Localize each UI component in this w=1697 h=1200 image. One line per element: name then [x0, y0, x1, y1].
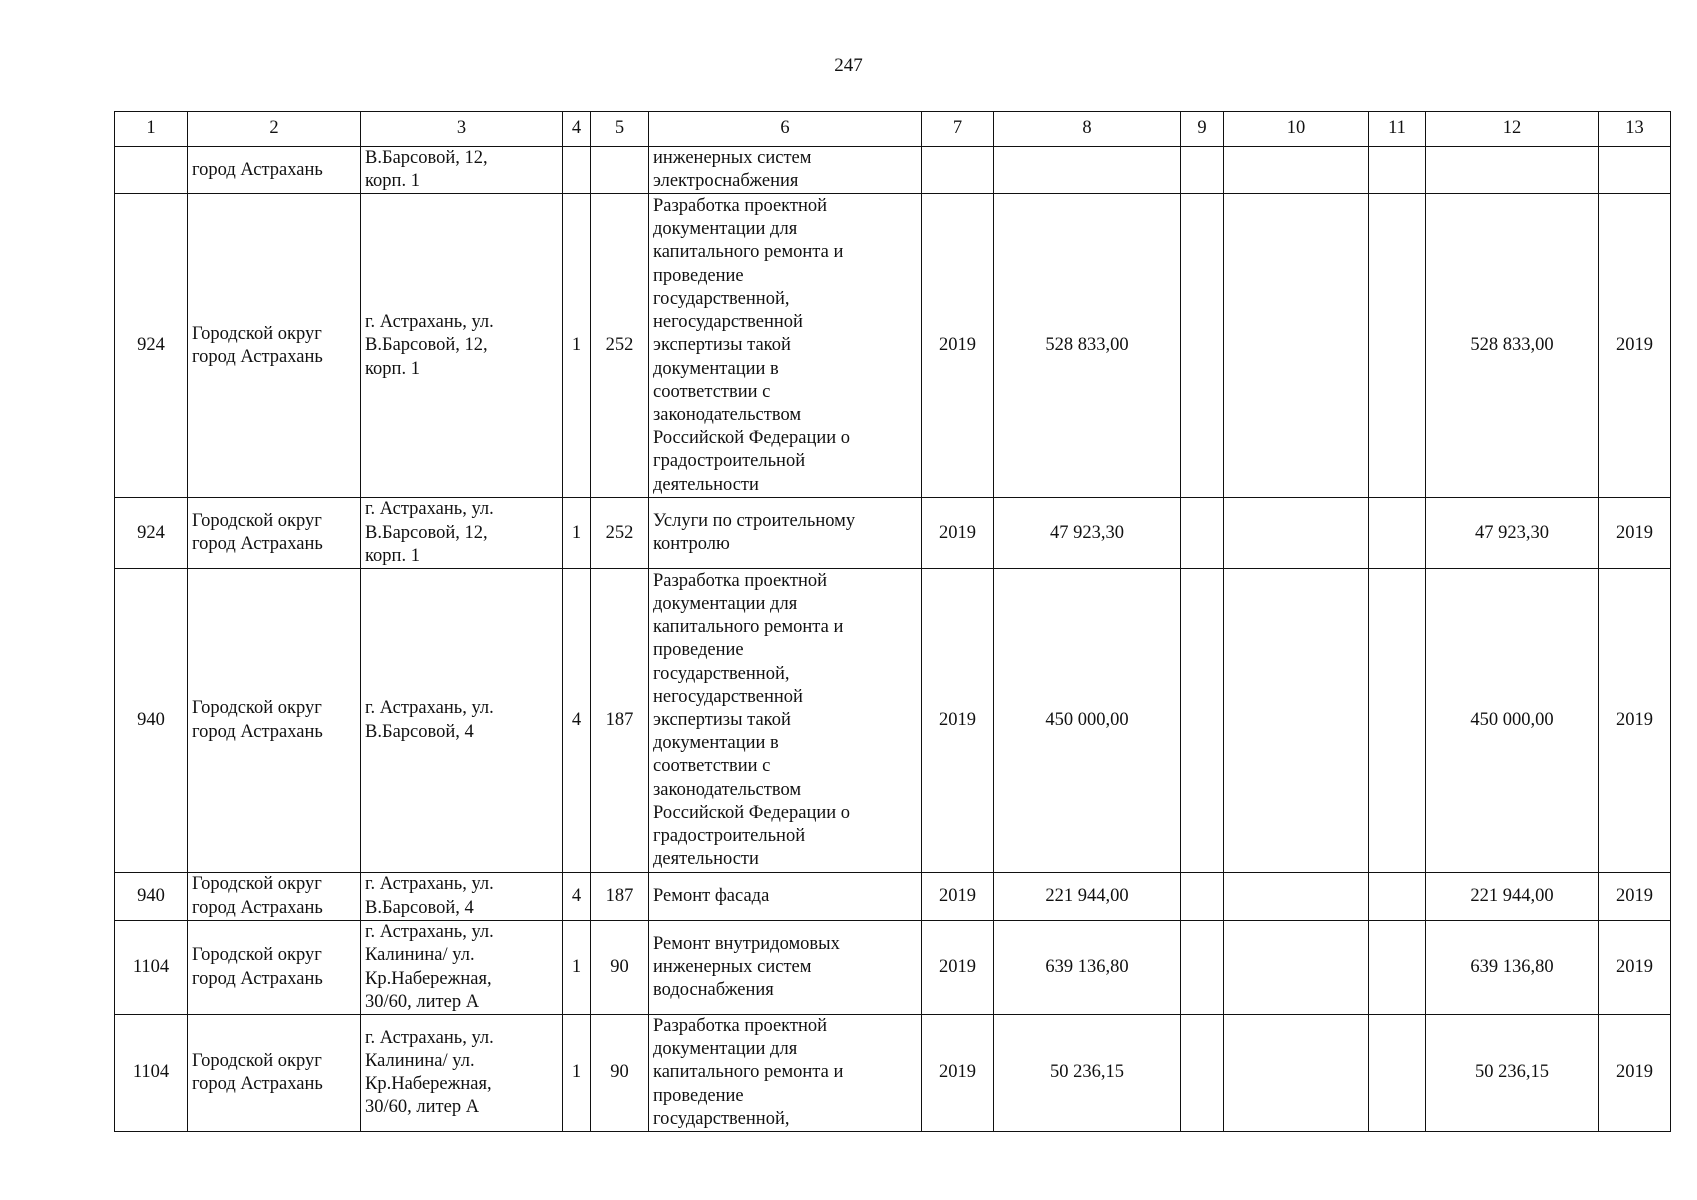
cell-col11 [1369, 873, 1426, 921]
cell-municipality: Городской округ город Астрахань [188, 921, 361, 1015]
cell-col10 [1224, 569, 1369, 873]
table-row [115, 498, 1671, 569]
page-number: 247 [834, 55, 863, 76]
column-header: 10 [1224, 112, 1369, 147]
cell-col11 [1369, 921, 1426, 1015]
column-header: 1 [115, 112, 188, 147]
cell-col13: 2019 [1599, 873, 1671, 921]
cell-col4: 1 [563, 921, 591, 1015]
cell-number: 940 [115, 873, 188, 921]
column-header: 2 [188, 112, 361, 147]
cell-number: 924 [115, 498, 188, 569]
cell-col12: 639 136,80 [1426, 921, 1599, 1015]
table-row [115, 194, 1671, 498]
cell-col10 [1224, 873, 1369, 921]
table-row [115, 1015, 1671, 1132]
cell-col4: 4 [563, 873, 591, 921]
cell-col11 [1369, 1015, 1426, 1132]
cell-col13: 2019 [1599, 921, 1671, 1015]
cell-number [115, 147, 188, 194]
cell-col5: 187 [591, 569, 649, 873]
table-row [115, 569, 1671, 873]
cell-address: г. Астрахань, ул. В.Барсовой, 12, корп. 1 [361, 498, 563, 569]
cell-work-type: инженерных систем электроснабжения [649, 147, 922, 194]
cell-col5: 187 [591, 873, 649, 921]
cell-cost: 450 000,00 [994, 569, 1181, 873]
column-number-header [115, 112, 1671, 147]
cell-municipality: Городской округ город Астрахань [188, 194, 361, 498]
cell-number: 1104 [115, 1015, 188, 1132]
cell-year: 2019 [922, 1015, 994, 1132]
cell-col4: 1 [563, 1015, 591, 1132]
cell-number: 940 [115, 569, 188, 873]
cell-cost: 639 136,80 [994, 921, 1181, 1015]
cell-municipality: Городской округ город Астрахань [188, 873, 361, 921]
cell-col5 [591, 147, 649, 194]
cell-col10 [1224, 921, 1369, 1015]
cell-cost: 50 236,15 [994, 1015, 1181, 1132]
cell-number: 924 [115, 194, 188, 498]
cell-col13: 2019 [1599, 569, 1671, 873]
cell-col13: 2019 [1599, 194, 1671, 498]
cell-col4: 4 [563, 569, 591, 873]
cell-col11 [1369, 147, 1426, 194]
cell-year: 2019 [922, 569, 994, 873]
cell-address: г. Астрахань, ул. В.Барсовой, 4 [361, 569, 563, 873]
cell-work-type: Разработка проектной документации для капитального ремонта и проведение государственной, [649, 1015, 922, 1132]
cell-col11 [1369, 498, 1426, 569]
cell-col12: 50 236,15 [1426, 1015, 1599, 1132]
cell-address: В.Барсовой, 12, корп. 1 [361, 147, 563, 194]
cell-col13: 2019 [1599, 498, 1671, 569]
cell-cost: 47 923,30 [994, 498, 1181, 569]
cell-col12: 221 944,00 [1426, 873, 1599, 921]
cell-col11 [1369, 194, 1426, 498]
column-header: 4 [563, 112, 591, 147]
cell-col12: 450 000,00 [1426, 569, 1599, 873]
cell-col13: 2019 [1599, 1015, 1671, 1132]
cell-cost: 528 833,00 [994, 194, 1181, 498]
cell-col9 [1181, 147, 1224, 194]
cell-year: 2019 [922, 921, 994, 1015]
cell-cost [994, 147, 1181, 194]
cell-municipality: город Астрахань [188, 147, 361, 194]
column-header: 11 [1369, 112, 1426, 147]
cell-col9 [1181, 569, 1224, 873]
cell-work-type: Разработка проектной документации для капитального ремонта и проведение государственной, негосударственной экспертизы такой документации в соответствии с законодательством Российской Федерации о градостроительной деятельности [649, 194, 922, 498]
cell-col10 [1224, 498, 1369, 569]
cell-work-type: Ремонт фасада [649, 873, 922, 921]
cell-col12: 528 833,00 [1426, 194, 1599, 498]
cell-work-type: Ремонт внутридомовых инженерных систем водоснабжения [649, 921, 922, 1015]
column-header: 13 [1599, 112, 1671, 147]
cell-year [922, 147, 994, 194]
cell-col5: 252 [591, 194, 649, 498]
cell-year: 2019 [922, 873, 994, 921]
cell-work-type: Разработка проектной документации для капитального ремонта и проведение государственной, негосударственной экспертизы такой документации в соответствии с законодательством Российской Федерации о градостроительной деятельности [649, 569, 922, 873]
cell-municipality: Городской округ город Астрахань [188, 569, 361, 873]
works-table [114, 111, 1671, 1132]
column-header: 8 [994, 112, 1181, 147]
cell-col10 [1224, 1015, 1369, 1132]
column-header: 5 [591, 112, 649, 147]
cell-col9 [1181, 921, 1224, 1015]
cell-col9 [1181, 194, 1224, 498]
cell-municipality: Городской округ город Астрахань [188, 498, 361, 569]
column-header: 9 [1181, 112, 1224, 147]
column-header: 12 [1426, 112, 1599, 147]
cell-col4: 1 [563, 194, 591, 498]
cell-cost: 221 944,00 [994, 873, 1181, 921]
cell-year: 2019 [922, 498, 994, 569]
cell-col12 [1426, 147, 1599, 194]
cell-col11 [1369, 569, 1426, 873]
cell-address: г. Астрахань, ул. В.Барсовой, 4 [361, 873, 563, 921]
cell-col9 [1181, 498, 1224, 569]
cell-col4: 1 [563, 498, 591, 569]
cell-address: г. Астрахань, ул. Калинина/ ул. Кр.Набережная, 30/60, литер А [361, 1015, 563, 1132]
column-header: 6 [649, 112, 922, 147]
cell-year: 2019 [922, 194, 994, 498]
cell-municipality: Городской округ город Астрахань [188, 1015, 361, 1132]
cell-col13 [1599, 147, 1671, 194]
column-header: 7 [922, 112, 994, 147]
cell-col5: 90 [591, 921, 649, 1015]
cell-col9 [1181, 873, 1224, 921]
cell-work-type: Услуги по строительному контролю [649, 498, 922, 569]
cell-number: 1104 [115, 921, 188, 1015]
cell-col5: 252 [591, 498, 649, 569]
cell-col10 [1224, 147, 1369, 194]
cell-col9 [1181, 1015, 1224, 1132]
continuation-row [115, 147, 1671, 194]
column-header: 3 [361, 112, 563, 147]
cell-col5: 90 [591, 1015, 649, 1132]
cell-address: г. Астрахань, ул. В.Барсовой, 12, корп. 1 [361, 194, 563, 498]
cell-col12: 47 923,30 [1426, 498, 1599, 569]
table-row [115, 873, 1671, 921]
table-row [115, 921, 1671, 1015]
cell-address: г. Астрахань, ул. Калинина/ ул. Кр.Набережная, 30/60, литер А [361, 921, 563, 1015]
cell-col10 [1224, 194, 1369, 498]
cell-col4 [563, 147, 591, 194]
